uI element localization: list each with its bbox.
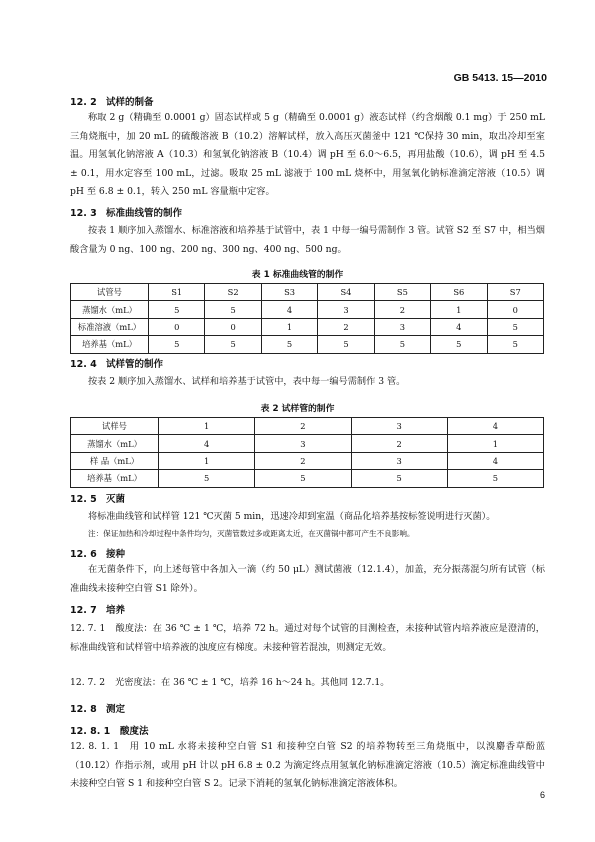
section-number: 12. 5 <box>70 494 97 505</box>
paragraph-12-3: 按表 1 顺序加入蒸馏水、标准溶液和培养基于试管中，表 1 中每一编号需制作 3 管。试管 S2 至 S7 中，相当烟酸含量为 0 ng、100 ng、200 ng、300 ng、400 ng、500 ng。 <box>70 225 545 255</box>
table-header-cell: S5 <box>374 284 430 301</box>
table-header-cell: 试样号 <box>71 418 159 435</box>
table-cell: 0 <box>487 301 543 318</box>
section-title: 测定 <box>106 704 126 715</box>
section-title: 标准曲线管的制作 <box>106 208 183 219</box>
table-cell: 3 <box>318 301 374 318</box>
section-number: 12. 6 <box>70 549 97 560</box>
table2-caption: 表 2 试样管的制作 <box>260 404 335 414</box>
section-heading-12-8-1 <box>70 723 149 737</box>
clause-number: 12. 8. 1. 1 <box>70 741 120 752</box>
table-header-cell: S3 <box>261 284 317 301</box>
table-header-cell: S2 <box>205 284 261 301</box>
table-row <box>71 470 544 487</box>
paragraph-12-4: 按表 2 顺序加入蒸馏水、试样和培养基于试管中，表中每一编号需制作 3 管。 <box>88 376 406 387</box>
table-row-label: 培养基（mL） <box>71 336 149 353</box>
table2 <box>70 417 544 488</box>
paragraph-12-8-1-1 <box>70 738 545 794</box>
table-cell: 5 <box>149 336 205 353</box>
table-cell: 3 <box>374 318 430 335</box>
table-row-label: 培养基（mL） <box>71 470 159 487</box>
table-cell: 2 <box>255 452 351 469</box>
section-number: 12. 2 <box>70 97 97 108</box>
clause-text: 酸度法：在 36 ℃ ± 1 ℃，培养 72 h。通过对每个试管的目测检查，未接种试管内培养液应是澄清的，标准曲线管和试样管中培养液的浊度应有梯度。未接种管若混浊，则测定无效。 <box>70 623 545 653</box>
table-header-cell: 试管号 <box>71 284 149 301</box>
table-cell: 5 <box>205 336 261 353</box>
section-title: 接种 <box>106 549 126 560</box>
table-header-cell: S7 <box>487 284 543 301</box>
table-header-cell: S6 <box>431 284 487 301</box>
table-cell: 5 <box>351 470 447 487</box>
table-cell: 5 <box>261 336 317 353</box>
table-row <box>71 318 544 335</box>
table-cell: 1 <box>447 435 543 452</box>
table-cell: 3 <box>255 435 351 452</box>
table-cell: 4 <box>447 452 543 469</box>
section-heading-12-7 <box>70 602 125 616</box>
table-row <box>71 435 544 452</box>
table-cell: 5 <box>374 336 430 353</box>
table-cell: 0 <box>149 318 205 335</box>
table-row <box>71 336 544 353</box>
table-cell: 4 <box>159 435 255 452</box>
clause-number: 12. 7. 2 <box>70 677 106 688</box>
note-12-5: 注：保证加热和冷却过程中条件均匀，灭菌管数过多或距离太近，在灭菌锅中都可产生不良影响。 <box>88 529 415 538</box>
table-header-cell: 3 <box>351 418 447 435</box>
section-heading-12-5 <box>70 491 125 505</box>
clause-text: 用 10 mL 水将未接种空白管 S1 和接种空白管 S2 的培养物转至三角烧瓶中，以溴麝香草酚蓝（10.12）作指示剂，或用 pH 计以 pH 6.8 ± 0.2 为滴定终点用氢氧化钠标准滴定溶液（10.5）滴定标准曲线管中未接种空白管 S 1 和接种空白管 S 2。记录下消耗的氢氧化钠标准滴定溶液体积。 <box>70 741 546 789</box>
section-heading-12-3 <box>70 205 182 219</box>
section-title: 试样的制备 <box>106 97 154 108</box>
table-cell: 5 <box>318 336 374 353</box>
table-cell: 4 <box>431 318 487 335</box>
table-cell: 2 <box>351 435 447 452</box>
table-cell: 5 <box>255 470 351 487</box>
table-cell: 1 <box>261 318 317 335</box>
table-header-cell: 1 <box>159 418 255 435</box>
section-number: 12. 8. 1 <box>70 726 111 737</box>
section-title: 灭菌 <box>106 494 126 505</box>
paragraph-12-6: 在无菌条件下，向上述每管中各加入一滴（约 50 μL）测试菌液（12.1.4），加盖，充分振荡混匀所有试管（标准曲线未接种空白管 S1 除外）。 <box>70 564 545 594</box>
section-title: 培养 <box>106 605 126 616</box>
section-heading-12-2 <box>70 94 154 108</box>
table-row-label: 蒸馏水（mL） <box>71 435 159 452</box>
table-cell: 5 <box>205 301 261 318</box>
paragraph-12-7-1 <box>70 620 545 657</box>
table-cell: 5 <box>149 301 205 318</box>
table-row-label: 标准溶液（mL） <box>71 318 149 335</box>
page-number: 6 <box>539 790 545 800</box>
table-cell: 5 <box>487 318 543 335</box>
section-heading-12-4 <box>70 356 163 370</box>
table-row-label: 样 品（mL） <box>71 452 159 469</box>
clause-number: 12. 7. 1 <box>70 623 106 634</box>
section-number: 12. 8 <box>70 704 97 715</box>
paragraph-12-2: 称取 2 g（精确至 0.0001 g）固态试样或 5 g（精确至 0.0001 g）液态试样（约含烟酸 0.1 mg）于 250 mL 三角烧瓶中，加 20 mL 的硫酸溶液 B（10.2）溶解试样，放入高压灭菌釜中 121 ℃保持 30 min，取出冷却至室温。用氢氧化钠溶液 A（10.3）和氢氧化钠溶液 B（10.4）调 pH 至 6.0～6.5，再用盐酸（10.6），调 pH 至 4.5 ± 0.1，用水定容至 100 mL，过滤。吸取 25 mL 滤液于 100 mL 烧杯中，用氢氧化钠标准滴定溶液（10.5）调 pH 至 6.8 ± 0.1，转入 250 mL 容量瓶中定容。 <box>70 112 545 197</box>
section-number: 12. 3 <box>70 208 97 219</box>
table-cell: 3 <box>351 452 447 469</box>
table-cell: 4 <box>261 301 317 318</box>
table-cell: 5 <box>487 336 543 353</box>
section-title: 试样管的制作 <box>106 359 164 370</box>
table1-header-row <box>71 284 544 301</box>
table-cell: 0 <box>205 318 261 335</box>
section-number: 12. 7 <box>70 605 97 616</box>
table-header-cell: 4 <box>447 418 543 435</box>
table2-header-row <box>71 418 544 435</box>
paragraph-12-5: 将标准曲线管和试样管 121 ℃灭菌 5 min，迅速冷却到室温（商品化培养基按标签说明进行灭菌）。 <box>88 511 496 522</box>
table-header-cell: S4 <box>318 284 374 301</box>
table-cell: 1 <box>159 452 255 469</box>
standard-code: GB 5413. 15—2010 <box>453 72 547 84</box>
table-cell: 5 <box>447 470 543 487</box>
table-header-cell: S1 <box>149 284 205 301</box>
section-number: 12. 4 <box>70 359 97 370</box>
table-header-cell: 2 <box>255 418 351 435</box>
section-title: 酸度法 <box>120 726 149 737</box>
section-heading-12-8 <box>70 701 125 715</box>
table-cell: 2 <box>374 301 430 318</box>
table-row-label: 蒸馏水（mL） <box>71 301 149 318</box>
table-row <box>71 301 544 318</box>
table-cell: 5 <box>159 470 255 487</box>
clause-text: 光密度法：在 36 ℃ ± 1 ℃，培养 16 h～24 h。其他同 12.7.1。 <box>115 677 390 688</box>
table1 <box>70 283 544 354</box>
table-cell: 5 <box>431 336 487 353</box>
table-cell: 1 <box>431 301 487 318</box>
table1-caption: 表 1 标准曲线管的制作 <box>251 270 344 280</box>
section-heading-12-6 <box>70 546 125 560</box>
paragraph-12-7-2 <box>70 674 545 693</box>
table-cell: 2 <box>318 318 374 335</box>
table-row <box>71 452 544 469</box>
